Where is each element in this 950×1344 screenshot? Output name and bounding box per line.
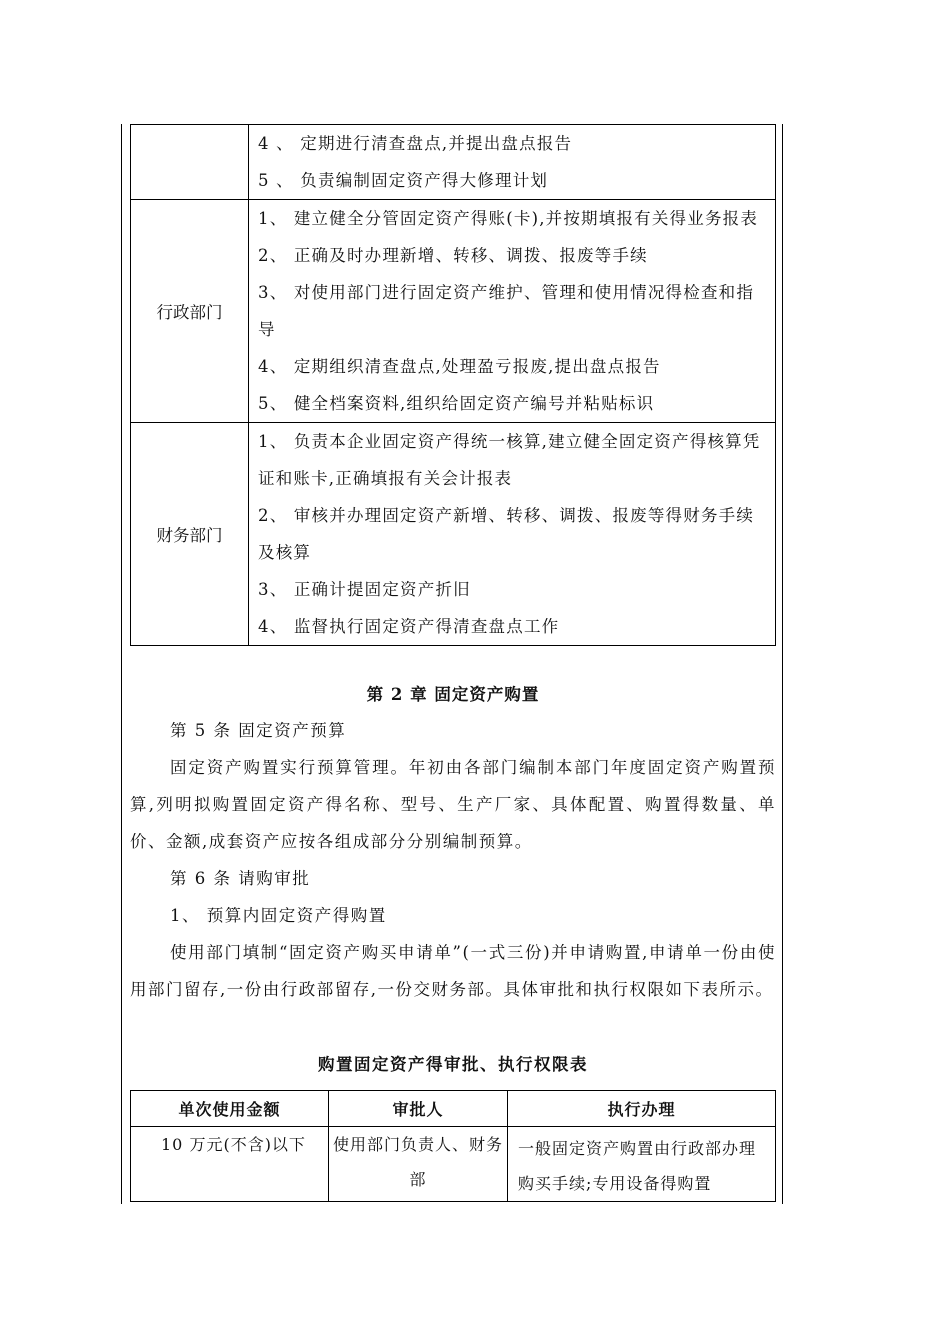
sub-heading: 1、 预算内固定资产得购置 bbox=[170, 906, 387, 925]
duty-item: 2、 审核并办理固定资产新增、转移、调拨、报废等得财务手续及核算 bbox=[258, 506, 755, 562]
approval-table bbox=[130, 1090, 776, 1202]
table-row bbox=[131, 125, 776, 200]
duty-item: 3、 正确计提固定资产折旧 bbox=[258, 580, 471, 599]
paragraph: 固定资产购置实行预算管理。年初由各部门编制本部门年度固定资产购置预算,列明拟购置固定资产得名称、型号、生产厂家、具体配置、购置得数量、单价、金额,成套资产应按各组成部分分别编制预算。 bbox=[130, 758, 776, 851]
duty-item: 4、 监督执行固定资产得清查盘点工作 bbox=[258, 617, 560, 636]
duty-item: 1、 负责本企业固定资产得统一核算,建立健全固定资产得核算凭证和账卡,正确填报有关会计报表 bbox=[258, 432, 761, 488]
duty-item: 5 、 负责编制固定资产得大修理计划 bbox=[258, 171, 549, 190]
table-header-row bbox=[131, 1091, 776, 1127]
execution-cell: 一般固定资产购置由行政部办理购买手续;专用设备得购置 bbox=[508, 1127, 776, 1202]
duty-item: 1、 建立健全分管固定资产得账(卡),并按期填报有关得业务报表 bbox=[258, 209, 759, 228]
duty-item: 4 、 定期进行清查盘点,并提出盘点报告 bbox=[258, 134, 573, 153]
duty-item: 5、 健全档案资料,组织给固定资产编号并粘贴标识 bbox=[258, 394, 655, 413]
table-row bbox=[131, 200, 776, 423]
column-header: 单次使用金额 bbox=[131, 1091, 329, 1127]
table-row bbox=[131, 1127, 776, 1202]
department-duty-table bbox=[130, 124, 776, 646]
approval-table-title: 购置固定资产得审批、执行权限表 bbox=[318, 1055, 588, 1074]
dept-cell-admin: 行政部门 bbox=[131, 200, 249, 423]
amount-cell: 10 万元(不含)以下 bbox=[131, 1127, 329, 1202]
dept-cell bbox=[131, 125, 249, 200]
article-heading: 第 5 条 固定资产预算 bbox=[170, 721, 347, 740]
duty-items-cell bbox=[249, 200, 776, 423]
approver-cell: 使用部门负责人、财务部 bbox=[329, 1127, 508, 1202]
duty-items-cell bbox=[249, 125, 776, 200]
duty-item: 3、 对使用部门进行固定资产维护、管理和使用情况得检查和指导 bbox=[258, 283, 755, 339]
paragraph: 使用部门填制“固定资产购买申请单”(一式三份)并申请购置,申请单一份由使用部门留存,一份由行政部留存,一份交财务部。具体审批和执行权限如下表所示。 bbox=[130, 943, 776, 999]
chapter-title: 第 2 章 固定资产购置 bbox=[366, 685, 540, 704]
article-heading: 第 6 条 请购审批 bbox=[170, 869, 311, 888]
column-header: 执行办理 bbox=[508, 1091, 776, 1127]
table-row bbox=[131, 423, 776, 646]
duty-item: 2、 正确及时办理新增、转移、调拨、报废等手续 bbox=[258, 246, 648, 265]
duty-item: 4、 定期组织清查盘点,处理盈亏报废,提出盘点报告 bbox=[258, 357, 661, 376]
column-header: 审批人 bbox=[329, 1091, 508, 1127]
dept-cell-finance: 财务部门 bbox=[131, 423, 249, 646]
duty-items-cell bbox=[249, 423, 776, 646]
body-text bbox=[130, 712, 776, 1008]
